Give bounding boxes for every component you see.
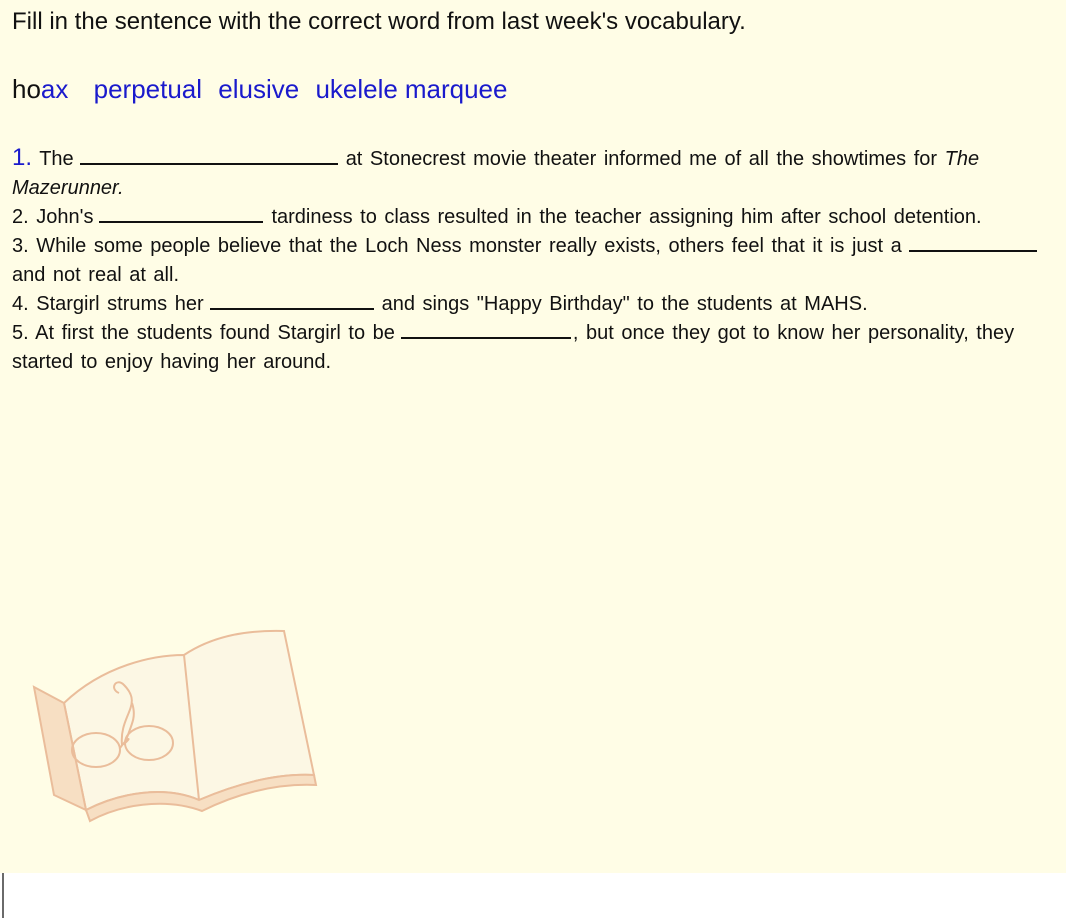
question-2: [12, 203, 1052, 232]
question-number: 3.: [12, 235, 29, 257]
question-text-before: While some people believe that the Loch Ness monster really exists, others feel that it is just a: [36, 235, 902, 257]
question-4: [12, 290, 1052, 319]
window-edge: [2, 873, 4, 918]
question-number: 1.: [12, 144, 33, 171]
question-5: [12, 319, 1052, 377]
question-1: [12, 143, 1052, 203]
word-bank-item: ukelele: [315, 74, 398, 104]
answer-blank[interactable]: [80, 145, 338, 165]
question-number: 2.: [12, 206, 29, 228]
question-text-before: Stargirl strums her: [36, 293, 204, 315]
word-bank-hoax-part-black: ho: [12, 74, 41, 104]
question-text-after: at Stonecrest movie theater informed me of all the showtimes for: [345, 148, 938, 170]
question-text-after: and not real at all.: [12, 264, 179, 286]
movie-title: The Mazerunner.: [12, 148, 980, 199]
answer-blank[interactable]: [99, 203, 263, 223]
word-bank-item-hoax: [12, 74, 77, 104]
question-list: [12, 143, 1052, 377]
open-book-with-glasses-icon: [24, 625, 324, 840]
question-number: 5.: [12, 322, 29, 344]
question-text-after: tardiness to class resulted in the teacher assigning him after school detention.: [271, 206, 982, 228]
question-text-before: John's: [36, 206, 94, 228]
question-text-before: At first the students found Stargirl to be: [35, 322, 395, 344]
word-bank-hoax-part-blue: ax: [40, 74, 69, 104]
question-number: 4.: [12, 293, 29, 315]
answer-blank[interactable]: [909, 232, 1037, 252]
question-text-after: , but once they got to know her personality, they started to enjoy having her around.: [12, 322, 1015, 373]
instruction-text: Fill in the sentence with the correct word from last week's vocabulary.: [12, 8, 746, 35]
question-text-after: and sings "Happy Birthday" to the students at MAHS.: [381, 293, 868, 315]
word-bank: [12, 74, 516, 105]
answer-blank[interactable]: [401, 319, 571, 339]
word-bank-item: perpetual: [93, 74, 203, 104]
word-bank-item: elusive: [218, 74, 300, 104]
word-bank-item: marquee: [404, 74, 508, 104]
question-3: [12, 232, 1052, 290]
question-text-before: The: [39, 148, 74, 170]
answer-blank[interactable]: [210, 290, 374, 310]
